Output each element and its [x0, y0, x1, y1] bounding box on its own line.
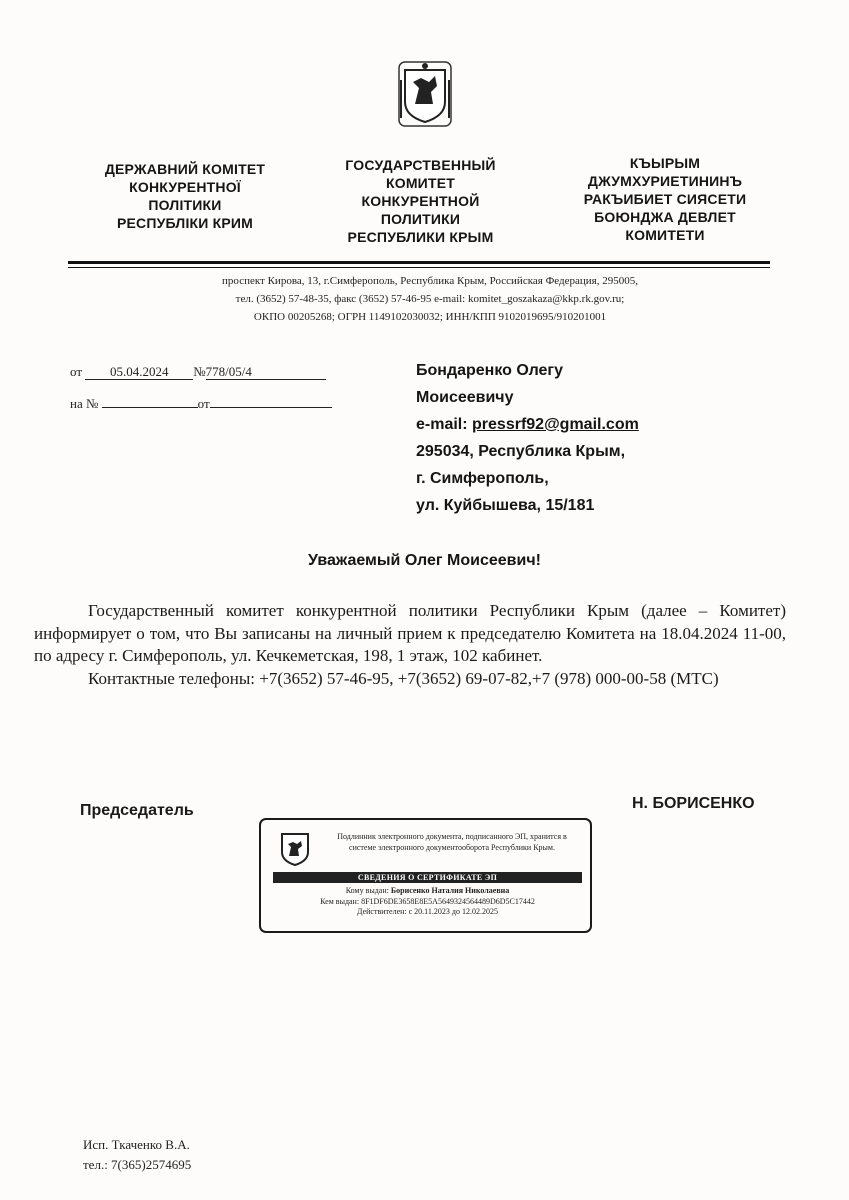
- addressee-postal: 295034, Республика Крым,: [416, 443, 626, 460]
- contact-codes: ОКПО 00205268; ОГРН 1149102030032; ИНН/КПП 9102019695/910201001: [253, 311, 607, 323]
- crimea-coat-of-arms-icon: [279, 832, 311, 866]
- stamp-issuer-value: 8F1DF6DE3658E8E5A5649324564489D6D5C17442: [361, 896, 535, 906]
- reg-ref-date: [210, 393, 332, 408]
- addressee-block: [416, 357, 716, 519]
- header-ua-line: РЕСПУБЛІКИ КРИМ: [116, 215, 254, 231]
- contact-address: проспект Кирова, 13, г.Симферополь, Республика Крым, Российская Федерация, 295005,: [222, 275, 638, 287]
- header-ru-line: КОМИТЕТ: [385, 175, 455, 191]
- stamp-details: [273, 886, 582, 918]
- header-ct-line: БОЮНДЖА ДЕВЛЕТ: [594, 209, 736, 225]
- signature-title: Председатель: [80, 802, 194, 819]
- header-ua-line: КОНКУРЕНТНОЇ: [129, 179, 241, 195]
- header-ct-line: КОМИТЕТИ: [625, 227, 705, 243]
- email-link[interactable]: pressrf92@gmail.com: [472, 416, 639, 433]
- addressee-email-line: [416, 411, 716, 438]
- registration-line: [70, 364, 326, 380]
- stamp-issuer-label: Кем выдан:: [320, 896, 360, 906]
- addressee-city: г. Симферополь,: [416, 470, 549, 487]
- reg-from-label: от: [70, 364, 83, 379]
- executor-block: [83, 1135, 191, 1175]
- addressee-name: Бондаренко Олегу: [416, 362, 563, 379]
- letter-body: [34, 600, 786, 690]
- body-paragraph: Контактные телефоны: +7(3652) 57-46-95, +7(3652) 69-07-82,+7 (978) 000-00-58 (МТС): [88, 668, 719, 688]
- addressee-street: ул. Куйбышева, 15/181: [416, 497, 595, 514]
- header-divider-thick: [68, 261, 770, 264]
- executor-name: Исп. Ткаченко В.А.: [83, 1137, 190, 1152]
- header-ua-line: ДЕРЖАВНИЙ КОМІТЕТ: [104, 161, 266, 177]
- header-ukrainian: [80, 160, 290, 232]
- email-label: e-mail:: [416, 416, 468, 433]
- header-ct-line: КЪЫРЫМ: [629, 155, 701, 171]
- stamp-issued-to: [273, 886, 582, 897]
- registration-ref-line: [70, 393, 332, 412]
- header-ua-line: ПОЛІТИКИ: [148, 197, 222, 213]
- header-ru-line: ПОЛИТИКИ: [380, 211, 461, 227]
- reg-number-label: №: [193, 364, 206, 379]
- header-divider-thin: [68, 267, 770, 268]
- contact-block: [120, 272, 740, 326]
- executor-phone: тел.: 7(365)2574695: [83, 1157, 192, 1172]
- stamp-issuer: [273, 897, 582, 908]
- header-ct-line: РАКЪИБИЕТ СИЯСЕТИ: [583, 191, 747, 207]
- header-ct-line: ДЖУМХУРИЕТИНИНЪ: [587, 173, 743, 189]
- body-paragraph: Государственный комитет конкурентной политики Республики Крым (далее – Комитет) информирует о том, что Вы записаны на личный прием к председателю Комитета на 18.04.2024 11-00, по адресу г. Симферополь, ул. Кечкеметская, 198, 1 этаж, 102 кабинет.: [34, 601, 786, 665]
- reg-ref-from-label: от: [197, 396, 210, 411]
- signature-name: Н. БОРИСЕНКО: [632, 795, 755, 812]
- stamp-issued-to-label: Кому выдан:: [345, 886, 389, 895]
- header-crimean-tatar: [560, 154, 770, 244]
- reg-ref-number: [102, 393, 198, 408]
- stamp-heading: СВЕДЕНИЯ О СЕРТИФИКАТЕ ЭП: [273, 872, 582, 883]
- stamp-issued-to-value: Борисенко Наталия Николаевна: [390, 886, 510, 895]
- contact-phones: тел. (3652) 57-48-35, факс (3652) 57-46-95 e-mail: komitet_goszakaza@kkp.rk.gov.ru;: [235, 293, 625, 305]
- header-ru-line: РЕСПУБЛИКИ КРЫМ: [347, 229, 494, 245]
- addressee-patronymic: Моисеевичу: [416, 389, 514, 406]
- header-ru-line: КОНКУРЕНТНОЙ: [361, 193, 480, 209]
- crimea-coat-of-arms-icon: [389, 58, 461, 130]
- e-signature-stamp: [259, 818, 592, 933]
- stamp-validity: Действителен: с 20.11.2023 до 12.02.2025: [357, 907, 498, 916]
- greeting: Уважаемый Олег Моисеевич!: [308, 552, 541, 569]
- reg-ref-label: на №: [70, 396, 99, 411]
- reg-date: 05.04.2024: [85, 365, 193, 380]
- stamp-note: Подлинник электронного документа, подписанного ЭП, хранится в системе электронного документооборота Республики Крым.: [337, 832, 567, 852]
- header-ru-line: ГОСУДАРСТВЕННЫЙ: [345, 157, 496, 173]
- reg-number: 778/05/4: [206, 365, 326, 380]
- header-russian: [318, 156, 523, 246]
